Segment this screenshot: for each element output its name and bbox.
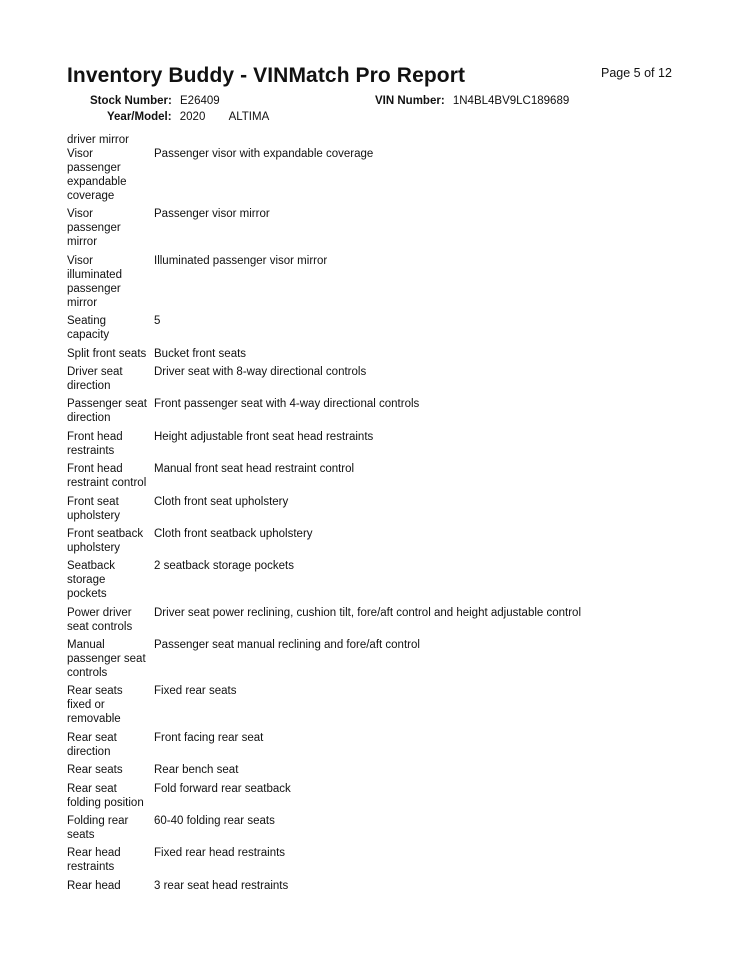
- feature-label: Power driver seat controls: [67, 606, 133, 633]
- feature-row: [67, 462, 687, 490]
- feature-row: [67, 254, 687, 310]
- feature-label: Rear seat direction: [67, 731, 117, 758]
- feature-value: 3 rear seat head restraints: [154, 879, 289, 892]
- feature-value: Fixed rear seats: [154, 685, 237, 698]
- feature-label: Rear seats fixed or removable: [67, 685, 123, 726]
- vin-number-label: VIN Number:: [375, 95, 445, 107]
- page-number: Page 5 of 12: [601, 66, 672, 80]
- feature-row: [67, 879, 687, 893]
- feature-label: Seatback storage pockets: [67, 560, 115, 601]
- feature-label: Driver seat direction: [67, 365, 123, 392]
- feature-label: Passenger seat direction: [67, 398, 147, 425]
- feature-row: [67, 731, 687, 759]
- feature-label: Rear seats: [67, 764, 123, 777]
- feature-row: [67, 559, 687, 601]
- feature-label: Manual passenger seat controls: [67, 639, 146, 680]
- feature-row: [67, 365, 687, 393]
- stock-number: [90, 95, 220, 107]
- feature-row: [67, 147, 687, 203]
- report-title: Inventory Buddy - VINMatch Pro Report: [67, 64, 466, 87]
- feature-list: [67, 133, 687, 897]
- feature-row: [67, 430, 687, 458]
- feature-label: Front seat upholstery: [67, 495, 121, 522]
- feature-row: [67, 314, 687, 342]
- feature-label: Front head restraints: [67, 430, 123, 457]
- feature-label: Rear head: [67, 879, 121, 892]
- feature-label: Visor passenger mirror: [67, 208, 121, 249]
- feature-value: 2 seatback storage pockets: [154, 560, 294, 573]
- stock-number-label: Stock Number:: [90, 95, 172, 107]
- feature-value: Height adjustable front seat head restraints: [154, 430, 374, 443]
- feature-label: Rear seat folding position: [67, 782, 144, 809]
- year-value: 2020: [179, 111, 206, 123]
- feature-value: Driver seat with 8-way directional controls: [154, 365, 367, 378]
- feature-label: Split front seats: [67, 347, 147, 360]
- stock-number-value: E26409: [180, 95, 220, 107]
- model-value: ALTIMA: [228, 111, 270, 123]
- feature-value: Cloth front seatback upholstery: [154, 527, 313, 540]
- feature-row: [67, 782, 687, 810]
- feature-value: Illuminated passenger visor mirror: [154, 254, 328, 267]
- feature-value: Front facing rear seat: [154, 731, 264, 744]
- feature-label: driver mirror: [67, 134, 129, 146]
- feature-row: [67, 397, 687, 425]
- feature-value: 60-40 folding rear seats: [154, 815, 275, 828]
- feature-value: Cloth front seat upholstery: [154, 495, 289, 508]
- feature-label: Front head restraint control: [67, 463, 147, 490]
- feature-row: [67, 606, 687, 634]
- feature-value: Passenger visor mirror: [154, 208, 270, 221]
- feature-label: Visor passenger expandable coverage: [67, 148, 127, 202]
- feature-value: 5: [154, 315, 161, 328]
- feature-value: Passenger seat manual reclining and fore/aft control: [154, 639, 420, 652]
- feature-row: [67, 207, 687, 249]
- year-model-label: Year/Model:: [107, 111, 172, 123]
- feature-row: [67, 684, 687, 726]
- feature-label: Rear head restraints: [67, 847, 121, 874]
- vin-number-value: 1N4BL4BV9LC189689: [452, 95, 570, 107]
- feature-row: [67, 814, 687, 842]
- feature-row: [67, 763, 687, 777]
- feature-value: Fold forward rear seatback: [154, 782, 291, 795]
- feature-label: Front seatback upholstery: [67, 527, 144, 554]
- vin-number: [375, 95, 569, 107]
- feature-value: Fixed rear head restraints: [154, 847, 286, 860]
- feature-value: Driver seat power reclining, cushion tilt, fore/aft control and height adjustable control: [154, 606, 582, 619]
- feature-row: [67, 527, 687, 555]
- feature-label: Seating capacity: [67, 315, 110, 342]
- feature-row: [67, 347, 687, 361]
- year-model: [107, 111, 269, 123]
- feature-value: Passenger visor with expandable coverage: [154, 148, 374, 160]
- feature-label: Visor illuminated passenger mirror: [67, 254, 122, 309]
- feature-value: Front passenger seat with 4-way directional controls: [154, 398, 420, 411]
- feature-label: Folding rear seats: [67, 815, 129, 842]
- feature-row: [67, 133, 687, 147]
- feature-value: [154, 133, 687, 147]
- feature-row: [67, 846, 687, 874]
- feature-value: Bucket front seats: [154, 347, 247, 360]
- feature-row: [67, 495, 687, 523]
- feature-value: Manual front seat head restraint control: [154, 463, 355, 476]
- feature-row: [67, 638, 687, 680]
- feature-value: Rear bench seat: [154, 764, 239, 777]
